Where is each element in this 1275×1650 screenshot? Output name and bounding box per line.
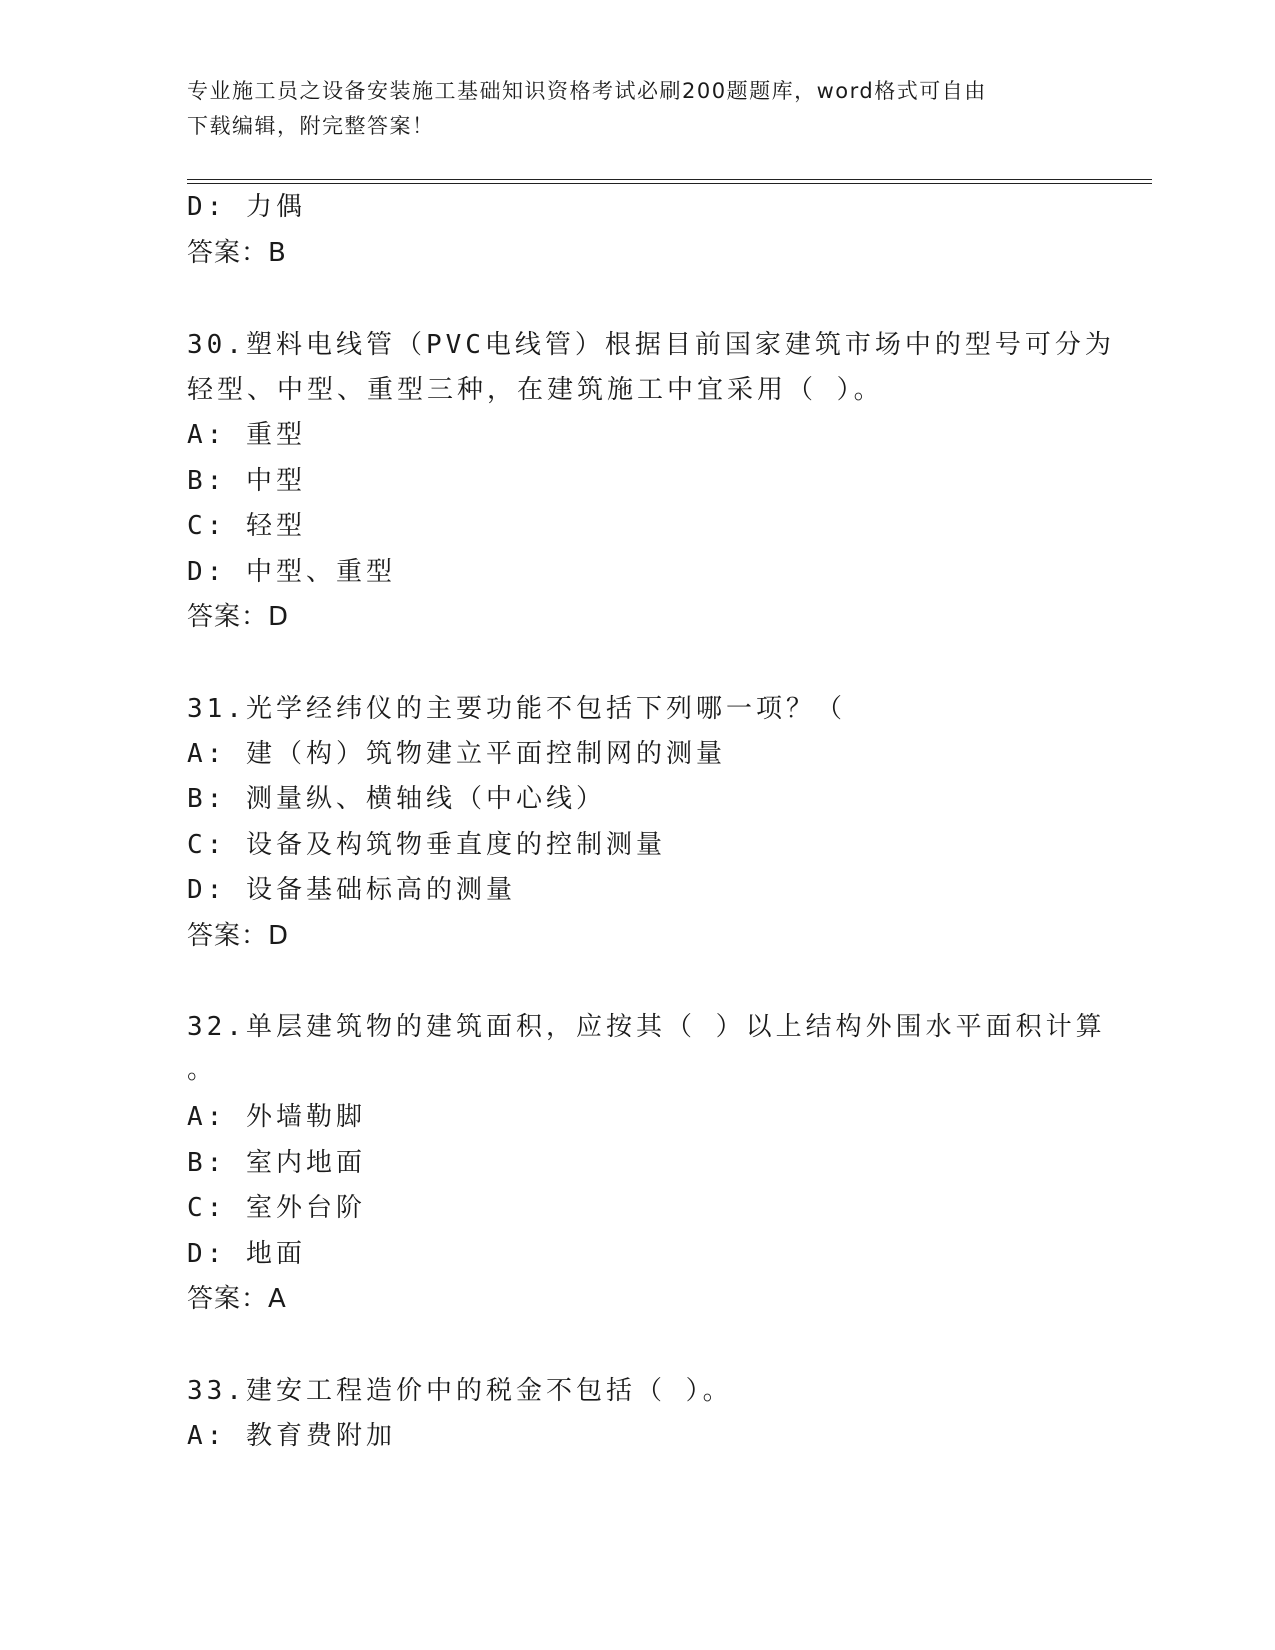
q31-option-c: C: 设备及构筑物垂直度的控制测量 bbox=[187, 830, 666, 860]
q33-stem-line-1: 33.建安工程造价中的税金不包括（ ）。 bbox=[187, 1376, 733, 1406]
header-line-2: 下载编辑，附完整答案！ bbox=[187, 114, 435, 138]
q31-answer: 答案：D bbox=[187, 921, 290, 951]
q31-option-d: D: 设备基础标高的测量 bbox=[187, 875, 516, 905]
q30-answer: 答案：D bbox=[187, 602, 290, 632]
q31-stem-line-1: 31.光学经纬仪的主要功能不包括下列哪一项？（ bbox=[187, 694, 846, 724]
q30-option-b: B: 中型 bbox=[187, 466, 306, 496]
q31-option-b: B: 测量纵、横轴线（中心线） bbox=[187, 784, 606, 814]
q30-option-c: C: 轻型 bbox=[187, 511, 306, 541]
q32-option-d: D: 地面 bbox=[187, 1239, 306, 1269]
q32-option-a: A: 外墙勒脚 bbox=[187, 1102, 366, 1132]
header-line-1: 专业施工员之设备安装施工基础知识资格考试必刷200题题库，word格式可自由 bbox=[187, 79, 987, 103]
q30-stem-line-2: 轻型、中型、重型三种，在建筑施工中宜采用（ ）。 bbox=[187, 375, 884, 405]
q33-option-a: A: 教育费附加 bbox=[187, 1421, 396, 1451]
q30-option-a: A: 重型 bbox=[187, 420, 306, 450]
header-divider-top bbox=[187, 179, 1152, 180]
q30-stem-line-1: 30.塑料电线管（PVC电线管）根据目前国家建筑市场中的型号可分为 bbox=[187, 330, 1115, 360]
q32-stem-line-1: 32.单层建筑物的建筑面积，应按其（ ）以上结构外围水平面积计算 bbox=[187, 1012, 1106, 1042]
q30-option-d: D: 中型、重型 bbox=[187, 557, 396, 587]
q32-option-b: B: 室内地面 bbox=[187, 1148, 366, 1178]
prev-option-d: D: 力偶 bbox=[187, 192, 306, 222]
q31-option-a: A: 建（构）筑物建立平面控制网的测量 bbox=[187, 739, 726, 769]
q32-option-c: C: 室外台阶 bbox=[187, 1193, 366, 1223]
document-header bbox=[187, 74, 1067, 144]
q32-answer: 答案：A bbox=[187, 1284, 287, 1314]
q32-stem-line-2: 。 bbox=[187, 1055, 218, 1085]
header-divider-bottom bbox=[187, 183, 1152, 184]
prev-answer: 答案：B bbox=[187, 238, 287, 268]
